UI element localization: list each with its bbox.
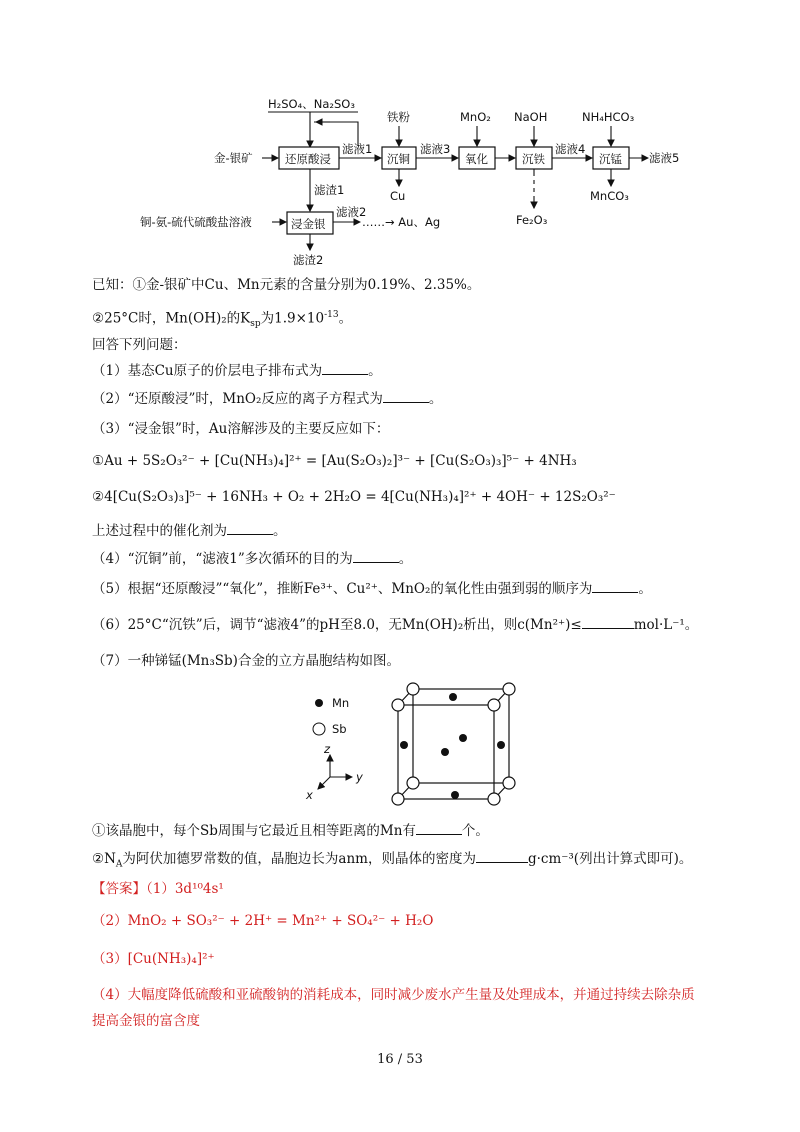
svg-text:NaOH: NaOH — [514, 110, 548, 124]
answer-4-line2: 提高金银的富含度 — [92, 1013, 200, 1029]
answer-blank[interactable] — [383, 390, 429, 403]
svg-text:滤液3: 滤液3 — [420, 142, 451, 156]
question-2: （2）“还原酸浸”时，MnO₂反应的离子方程式为 。 — [92, 391, 443, 407]
answer-blank[interactable] — [476, 850, 528, 863]
svg-text:NH₄HCO₃: NH₄HCO₃ — [582, 110, 635, 124]
svg-text:还原酸浸: 还原酸浸 — [285, 152, 331, 166]
svg-text:滤液2: 滤液2 — [336, 205, 367, 219]
question-6: （6）25°C“沉铁”后，调节“滤液4”的pH至8.0，无Mn(OH)₂析出，则c(Mn²⁺)≤ mol·L⁻¹。 — [92, 617, 699, 633]
process-flow-diagram — [0, 0, 800, 270]
svg-text:滤液4: 滤液4 — [555, 142, 586, 156]
answer-blank[interactable] — [227, 522, 273, 535]
reagents-label: H₂SO₄、Na₂SO₃ — [268, 97, 355, 111]
question-7a: ①该晶胞中，每个Sb周围与它最近且相等距离的Mn有 个。 — [92, 823, 489, 839]
svg-text:沉锰: 沉锰 — [599, 152, 622, 166]
answer-1: 【答案】（1）3d¹⁰4s¹ — [92, 881, 224, 897]
answer-blank[interactable] — [353, 550, 399, 563]
question-1: （1）基态Cu原子的价层电子排布式为 。 — [92, 363, 382, 379]
ore-label: 金-银矿 — [214, 151, 253, 165]
svg-text:滤液1: 滤液1 — [342, 142, 373, 156]
answer-2: （2）MnO₂ + SO₃²⁻ + 2H⁺ = Mn²⁺ + SO₄²⁻ + H₂O — [92, 913, 434, 929]
svg-text:滤渣2: 滤渣2 — [293, 253, 324, 267]
svg-text:沉铁: 沉铁 — [522, 152, 545, 166]
svg-text:铁粉: 铁粉 — [387, 110, 410, 124]
question-3: （3）“浸金银”时，Au溶解涉及的主要反应如下： — [92, 421, 390, 437]
svg-text:MnCO₃: MnCO₃ — [590, 189, 629, 203]
question-7b: $②N_A$为阿伏加德罗常数的值，晶胞边长为anm，则晶体的密度为 g·cm⁻³(列出计算式即可)。 — [92, 851, 693, 870]
svg-text:滤渣1: 滤渣1 — [314, 183, 345, 197]
question-4: （4）“沉铜”前，“滤液1”多次循环的目的为 。 — [92, 551, 413, 567]
answer-4-line1: （4）大幅度降低硫酸和亚硫酸钠的消耗成本，同时减少废水产生量及处理成本，并通过持续去除杂质 — [92, 987, 695, 1003]
svg-text:Sb: Sb — [332, 722, 347, 736]
answer-label: 【答案】 — [92, 881, 146, 897]
svg-text:MnO₂: MnO₂ — [460, 110, 491, 124]
sb-legend-dot — [313, 723, 325, 735]
svg-text:z: z — [324, 742, 331, 756]
svg-text:……→ Au、Ag: ……→ Au、Ag — [362, 215, 441, 229]
answer-blank[interactable] — [582, 616, 634, 629]
equation-2: ②4[Cu(S₂O₃)₃]⁵⁻ + 16NH₃ + O₂ + 2H₂O = 4[Cu(NH₃)₄]²⁺ + 4OH⁻ + 12S₂O₃²⁻ — [92, 489, 616, 505]
answer-blank[interactable] — [322, 362, 368, 375]
mn-legend-dot — [315, 699, 323, 707]
answer-prompt: 回答下列问题： — [92, 337, 187, 353]
svg-text:x: x — [306, 788, 313, 802]
known-2: ②25°C时，Mn(OH)₂的$K_{sp}$为$1.9\times 10^{-13}$。 — [92, 310, 353, 330]
svg-text:沉铜: 沉铜 — [387, 152, 410, 166]
svg-text:氧化: 氧化 — [465, 152, 488, 166]
answer-3: （3）[Cu(NH₃)₄]²⁺ — [92, 951, 215, 967]
answer-blank[interactable] — [592, 580, 638, 593]
svg-text:铜-氨-硫代硫酸盐溶液: 铜-氨-硫代硫酸盐溶液 — [140, 215, 252, 229]
known-1: 已知：①金-银矿中Cu、Mn元素的含量分别为0.19%、2.35%。 — [92, 277, 481, 293]
question-7: （7）一种锑锰(Mn₃Sb)合金的立方晶胞结构如图。 — [92, 653, 400, 669]
svg-text:滤液5: 滤液5 — [649, 151, 680, 165]
page-number: 16 / 53 — [377, 1052, 423, 1067]
svg-text:浸金银: 浸金银 — [291, 217, 326, 231]
unit-cell-diagram — [0, 675, 800, 825]
sb-atoms — [392, 683, 515, 805]
answer-blank[interactable] — [416, 822, 462, 835]
svg-text:y: y — [356, 770, 363, 784]
catalyst-question: 上述过程中的催化剂为 。 — [92, 523, 287, 539]
svg-text:Fe₂O₃: Fe₂O₃ — [516, 213, 548, 227]
svg-text:Mn: Mn — [332, 696, 350, 710]
question-5: （5）根据“还原酸浸”“氧化”，推断Fe³⁺、Cu²⁺、MnO₂的氧化性由强到弱的顺序为 。 — [92, 581, 652, 597]
equation-1: ①Au + 5S₂O₃²⁻ + [Cu(NH₃)₄]²⁺ = [Au(S₂O₃)₂]³⁻ + [Cu(S₂O₃)₃]⁵⁻ + 4NH₃ — [92, 453, 577, 469]
svg-text:Cu: Cu — [390, 189, 406, 203]
